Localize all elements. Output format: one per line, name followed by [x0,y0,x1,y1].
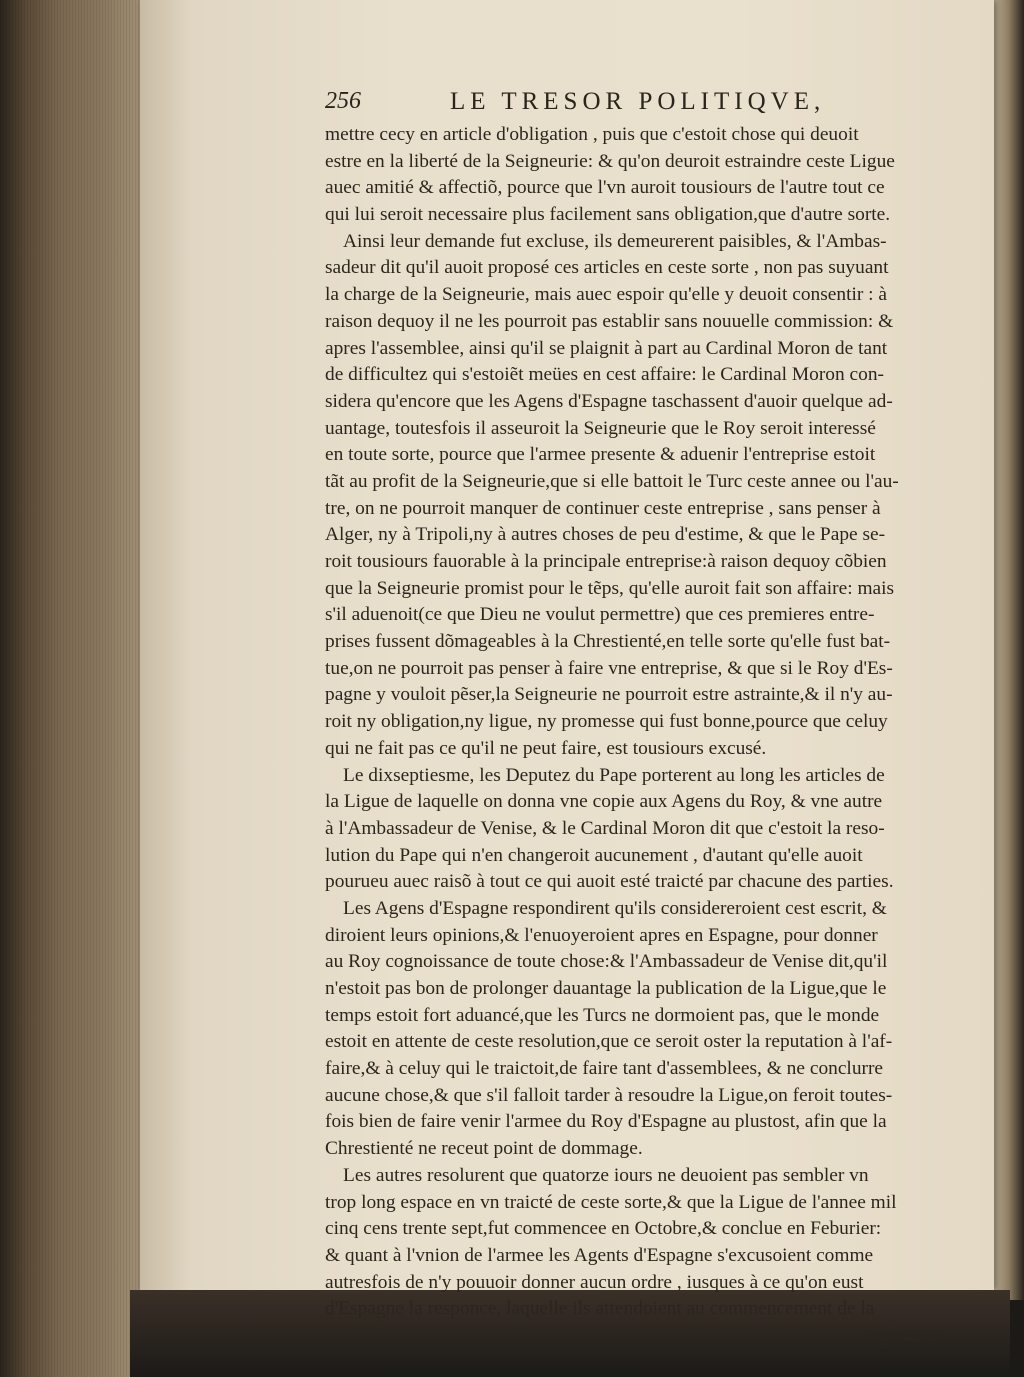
text-line: estre en la liberté de la Seigneurie: & qu'on deuroit estraindre ceste Ligue [325,150,895,172]
text-line: sidera qu'encore que les Agens d'Espagne taschassent d'auoir quelque ad- [325,390,893,412]
text-line: tre, on ne pourroit manquer de continuer ceste entreprise , sans penser à [325,497,881,519]
page-number: 256 [325,88,361,114]
text-line: Le dixseptiesme, les Deputez du Pape porterent au long les articles de [343,764,885,786]
text-line: apres l'assemblee, ainsi qu'il se plaignit à part au Cardinal Moron de tant [325,337,888,359]
text-line: faire,& à celuy qui le traictoit,de faire tant d'assemblees, & ne conclurre [325,1058,884,1080]
text-line: diroient leurs opinions,& l'enuoyeroient apres en Espagne, pour donner [325,924,878,946]
catchword: sepmaine [866,1324,940,1346]
text-line: & quant à l'vnion de l'armee les Agents d'Espagne s'excusoient comme [325,1244,874,1266]
text-line: roit tousiours fauorable à la principale entreprise:à raison dequoy cõbien [325,551,887,572]
text-line: uantage, toutesfois il asseuroit la Seigneurie que le Roy seroit interessé [325,417,876,439]
text-line: s'il aduenoit(ce que Dieu ne voulut permettre) que ces premieres entre- [325,604,875,626]
book-fore-edge [0,0,150,1377]
text-line: trop long espace en vn traicté de ceste sorte,& que la Ligue de l'annee mil [325,1191,897,1213]
text-line: estoit en attente de ceste resolution,que ce seroit oster la reputation à l'af- [325,1031,893,1053]
text-line: temps estoit fort aduancé,que les Turcs ne dormoient pas, que le monde [325,1004,880,1026]
text-line: à l'Ambassadeur de Venise, & le Cardinal Moron dit que c'estoit la reso- [325,817,885,839]
text-line: roit ny obligation,ny ligue, ny promesse qui fust bonne,pource que celuy [325,711,888,733]
text-line: autresfois de n'y pouuoir donner aucun ordre , iusques à ce qu'on eust [325,1271,864,1293]
text-line: fois bien de faire venir l'armee du Roy d'Espagne au plustost, afin que la [325,1111,887,1133]
text-line: que la Seigneurie promist pour le tẽps, qu'elle auroit fait son affaire: mais [325,577,895,599]
text-line: qui ne fait pas ce qu'il ne peut faire, est tousiours excusé. [325,737,767,759]
text-line: prises fussent dõmageables à la Chrestienté,en telle sorte qu'elle fust bat- [325,631,891,653]
text-line: qui lui seroit necessaire plus facilement sans obligation,que d'autre sorte. [325,204,891,226]
text-line: Chrestienté ne receut point de dommage. [325,1138,643,1160]
text-line: tue,on ne pourroit pas penser à faire vne entreprise, & que si le Roy d'Es- [325,657,893,679]
text-line: lution du Pape qui n'en changeroit aucunement , d'autant qu'elle auoit [325,844,863,866]
text-line: d'Espagne la responce, laquelle ils attendoient au commencement de la [325,1298,875,1320]
facing-page-edge [994,0,1024,1300]
text-line: aucune chose,& que s'il falloit tarder à resoudre la Ligue,on feroit toutes- [325,1084,893,1106]
text-line: auec amitié & affectiõ, pource que l'vn auroit tousiours de l'autre tout ce [325,177,885,199]
body-text [325,122,950,1350]
text-line: de difficultez qui s'estoiẽt meües en cest affaire: le Cardinal Moron con- [325,364,884,386]
text-line: en toute sorte, pource que l'armee presente & aduenir l'entreprise estoit [325,444,876,466]
text-line: la Ligue de laquelle on donna vne copie aux Agens du Roy, & vne autre [325,791,883,813]
text-line: Ainsi leur demande fut excluse, ils demeurerent paisibles, & l'Ambas- [343,230,887,252]
running-title: LE TRESOR POLITIQVE, [450,88,826,115]
text-line: cinq cens trente sept,fut commencee en Octobre,& conclue en Feburier: [325,1218,882,1240]
text-line: sadeur dit qu'il auoit proposé ces articles en ceste sorte , non pas suyuant [325,257,889,279]
text-line: au Roy cognoissance de toute chose:& l'Ambassadeur de Venise dit,qu'il [325,951,888,973]
page-header [325,88,955,124]
text-line: mettre cecy en article d'obligation , puis que c'estoit chose qui deuoit [325,124,859,145]
text-line: raison dequoy il ne les pourroit pas establir sans nouuelle commission: & [325,310,894,332]
text-line: Les autres resolurent que quatorze iours ne deuoient pas sembler vn [343,1164,869,1186]
text-line: Alger, ny à Tripoli,ny à autres choses de peu d'estime, & que le Pape se- [325,524,886,546]
text-line: tãt au profit de la Seigneurie,que si elle battoit le Turc ceste annee ou l'au- [325,470,899,492]
text-line: pagne y vouloit pẽser,la Seigneurie ne pourroit estre astrainte,& il n'y au- [325,684,893,706]
text-line: n'estoit pas bon de prolonger dauantage la publication de la Ligue,que le [325,978,887,999]
text-line: la charge de la Seigneurie, mais auec espoir qu'elle y deuoit consentir : à [325,284,888,306]
text-line: Les Agens d'Espagne respondirent qu'ils considereroient cest escrit, & [343,897,887,919]
text-line: pourueu auec raisõ à tout ce qui auoit esté traicté par chacune des parties. [325,871,894,893]
